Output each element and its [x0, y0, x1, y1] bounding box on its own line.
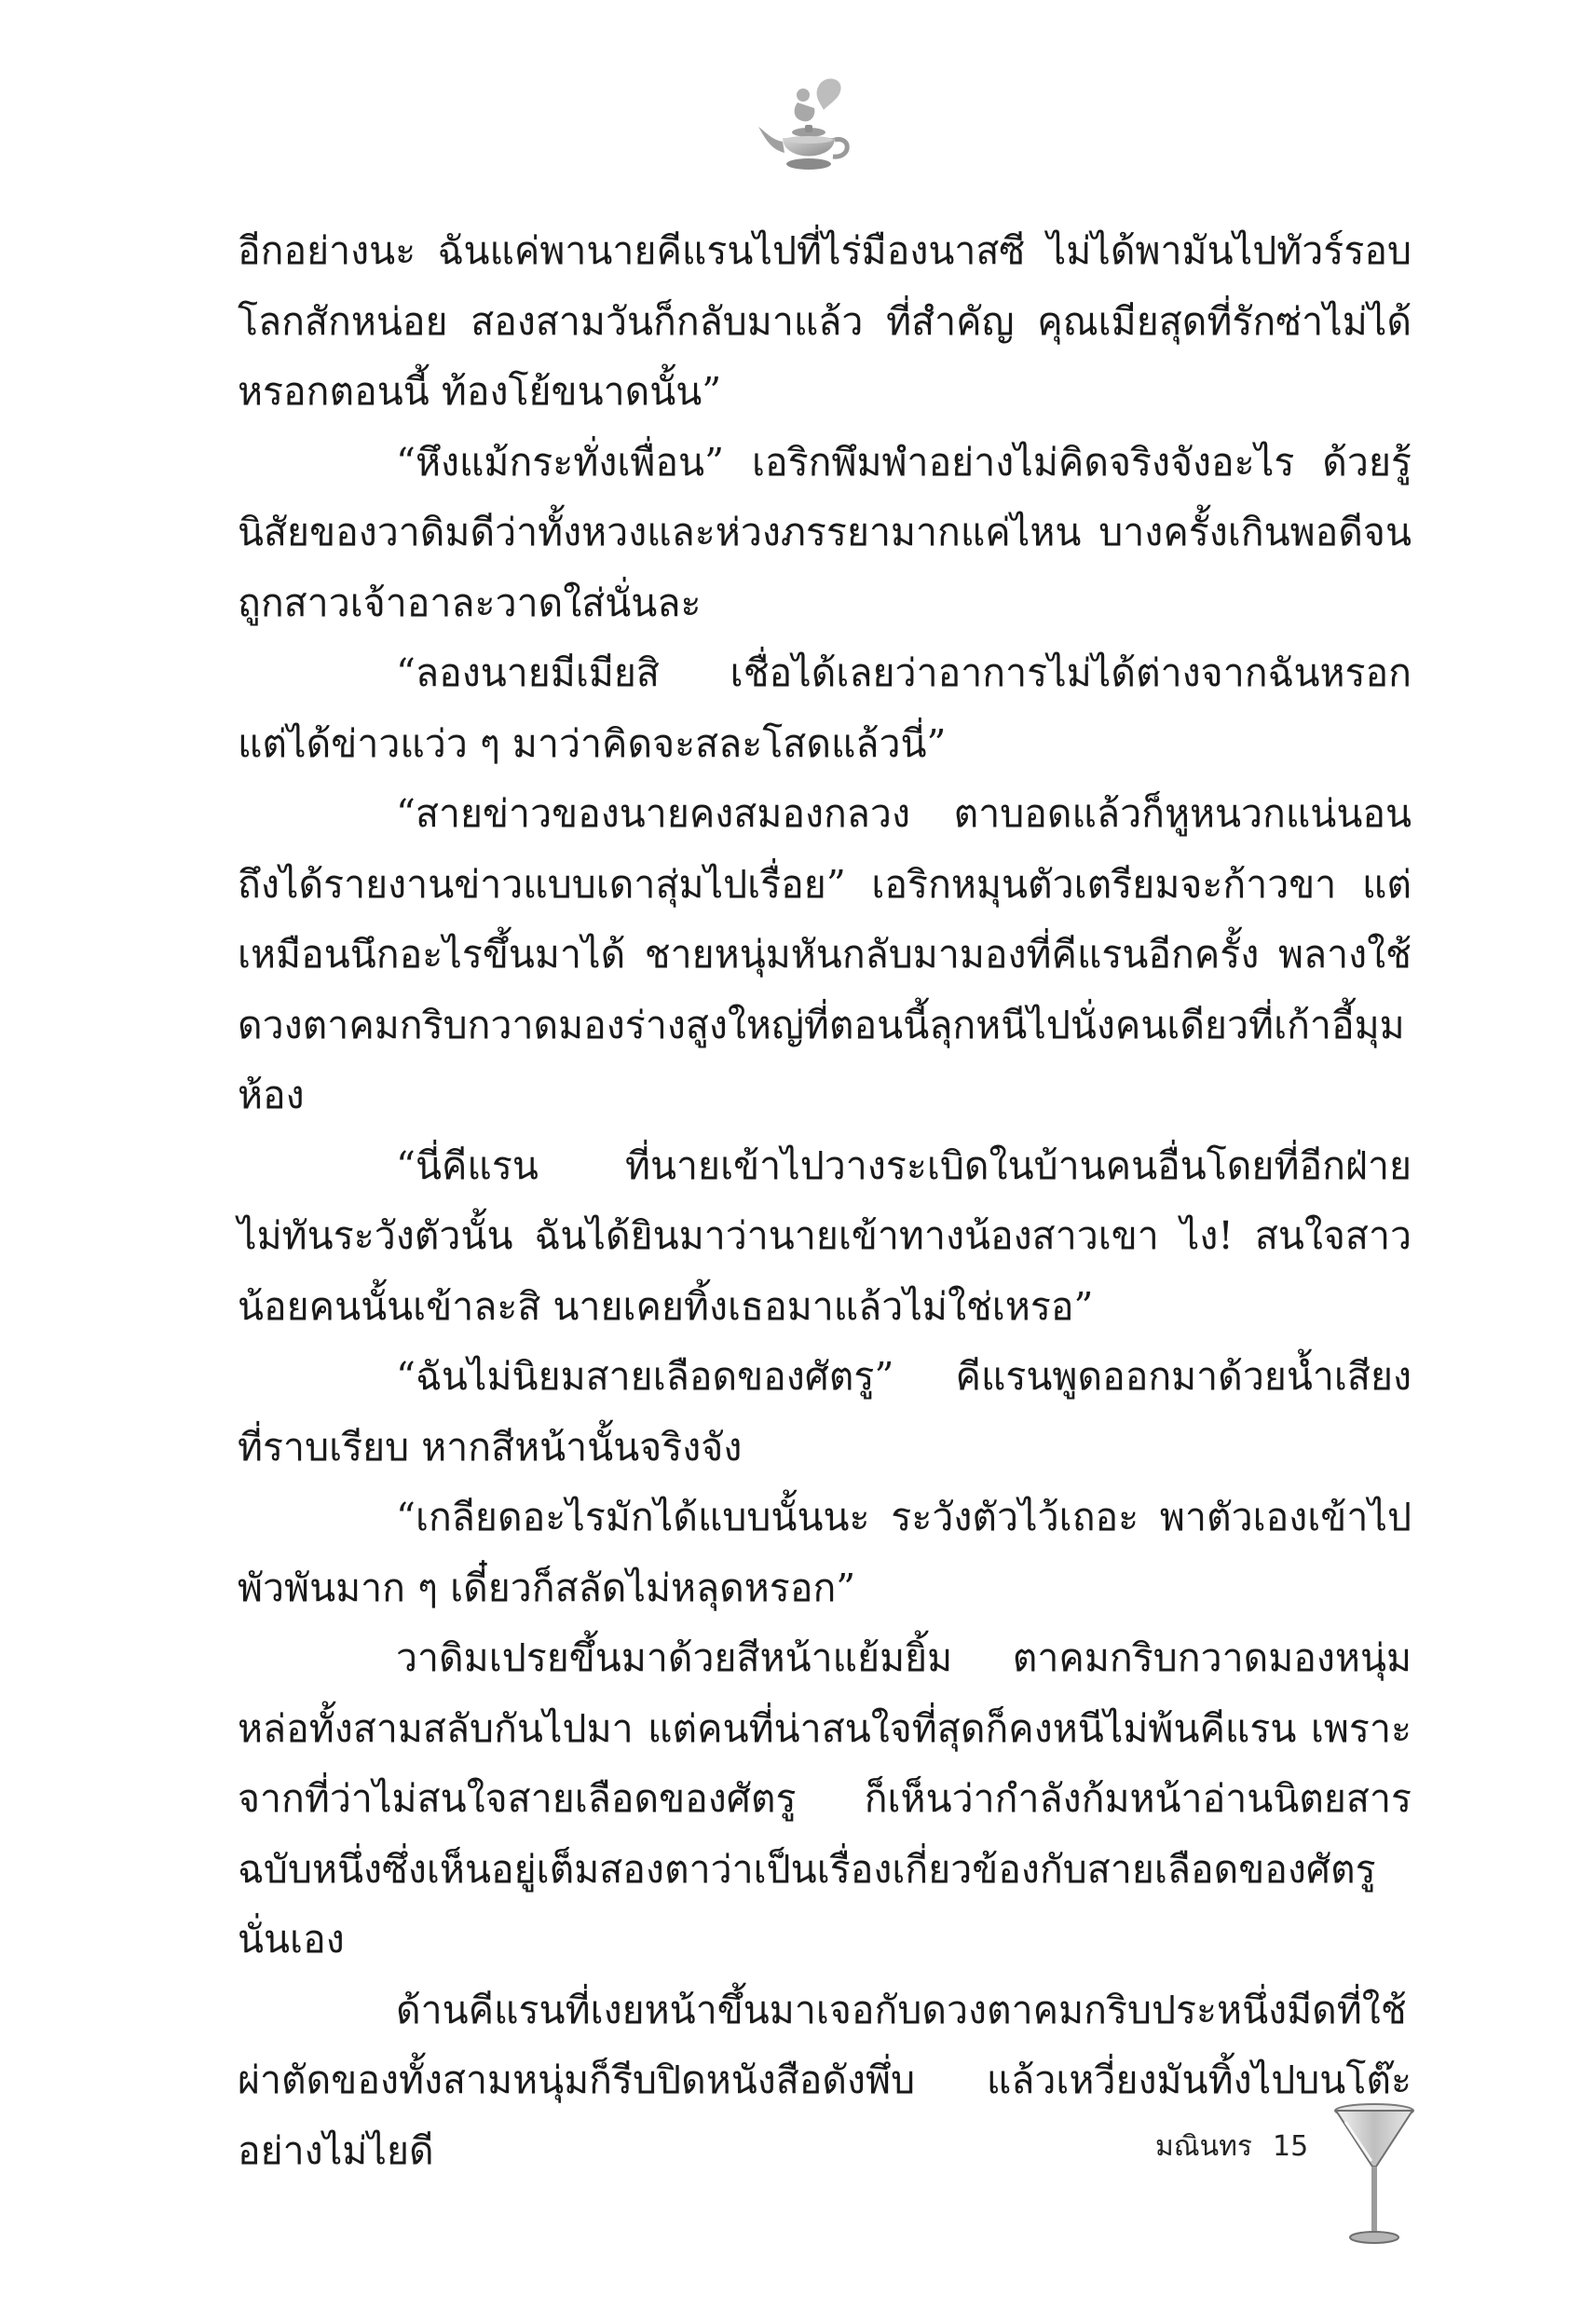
- paragraph: “เกลียดอะไรมักได้แบบนั้นนะ ระวังตัวไว้เถอะ พาตัวเองเข้าไปพัวพันมาก ๆ เดี๋ยวก็สลัดไม่หลุดหรอก”: [238, 1495, 1412, 1610]
- paragraph: “ฉันไม่นิยมสายเลือดของศัตรู” คีแรนพูดออกมาด้วยน้ำเสียงที่ราบเรียบ หากสีหน้านั้นจริงจัง: [238, 1354, 1412, 1470]
- author-name: มณินทร: [1155, 2130, 1253, 2163]
- cupid-teapot-icon: [755, 75, 866, 186]
- body-text: [238, 216, 1412, 2186]
- paragraph: ด้านคีแรนที่เงยหน้าขึ้นมาเจอกับดวงตาคมกริบประหนึ่งมีดที่ใช้ผ่าตัดของทั้งสามหนุ่มก็รีบปิดหนังสือดังพึ่บ แล้วเหวี่ยงมันทิ้งไปบนโต๊ะอย่างไม่ไยดี: [238, 1987, 1412, 2173]
- paragraph: วาดิมเปรยขึ้นมาด้วยสีหน้าแย้มยิ้ม ตาคมกริบกวาดมองหนุ่มหล่อทั้งสามสลับกันไปมา แต่คนที่น่าสนใจที่สุดก็คงหนีไม่พ้นคีแรน เพราะจากที่ว่าไม่สนใจสายเลือดของศัตรู ก็เห็นว่ากำลังก้มหน้าอ่านนิตยสารฉบับหนึ่งซึ่งเห็นอยู่เต็มสองตาว่าเป็นเรื่องเกี่ยวข้องกับสายเลือดของศัตรูนั่นเอง: [238, 1635, 1412, 1962]
- paragraph: “ลองนายมีเมียสิ เชื่อได้เลยว่าอาการไม่ได้ต่างจากฉันหรอก แต่ได้ข่าวแว่ว ๆ มาว่าคิดจะสละโสดแล้วนี่”: [238, 650, 1412, 766]
- paragraph: “นี่คีแรน ที่นายเข้าไปวางระเบิดในบ้านคนอื่นโดยที่อีกฝ่ายไม่ทันระวังตัวนั้น ฉันได้ยินมาว่านายเข้าทางน้องสาวเขา ไง! สนใจสาวน้อยคนนั้นเข้าละสิ นายเคยทิ้งเธอมาแล้วไม่ใช่เหรอ”: [238, 1142, 1412, 1329]
- paragraph: “หึงแม้กระทั่งเพื่อน” เอริกพึมพำอย่างไม่คิดจริงจังอะไร ด้วยรู้นิสัยของวาดิมดีว่าทั้งหวงและห่วงภรรยามากแค่ไหน บางครั้งเกินพอดีจนถูกสาวเจ้าอาละวาดใส่นั่นละ: [238, 439, 1412, 625]
- footer-label: [1155, 2125, 1329, 2168]
- paragraph: อีกอย่างนะ ฉันแค่พานายคีแรนไปที่ไร่มืองนาสซี ไม่ได้พามันไปทัวร์รอบโลกสักหน่อย สองสามวันก็กลับมาแล้ว ที่สำคัญ คุณเมียสุดที่รักซ่าไม่ได้หรอกตอนนี้ ท้องโย้ขนาดนั้น”: [238, 228, 1412, 414]
- paragraph: “สายข่าวของนายคงสมองกลวง ตาบอดแล้วก็หูหนวกแน่นอน ถึงได้รายงานข่าวแบบเดาสุ่มไปเรื่อย” เอริกหมุนตัวเตรียมจะก้าวขา แต่เหมือนนึกอะไรขึ้นมาได้ ชายหนุ่มหันกลับมามองที่คีแรนอีกครั้ง พลางใช้ดวงตาคมกริบกวาดมองร่างสูงใหญ่ที่ตอนนี้ลุกหนีไปนั่งคนเดียวที่เก้าอี้มุมห้อง: [238, 791, 1412, 1117]
- martini-glass-icon: [1332, 2101, 1416, 2250]
- page-footer: [1155, 2101, 1491, 2250]
- page-number: 15: [1273, 2130, 1309, 2163]
